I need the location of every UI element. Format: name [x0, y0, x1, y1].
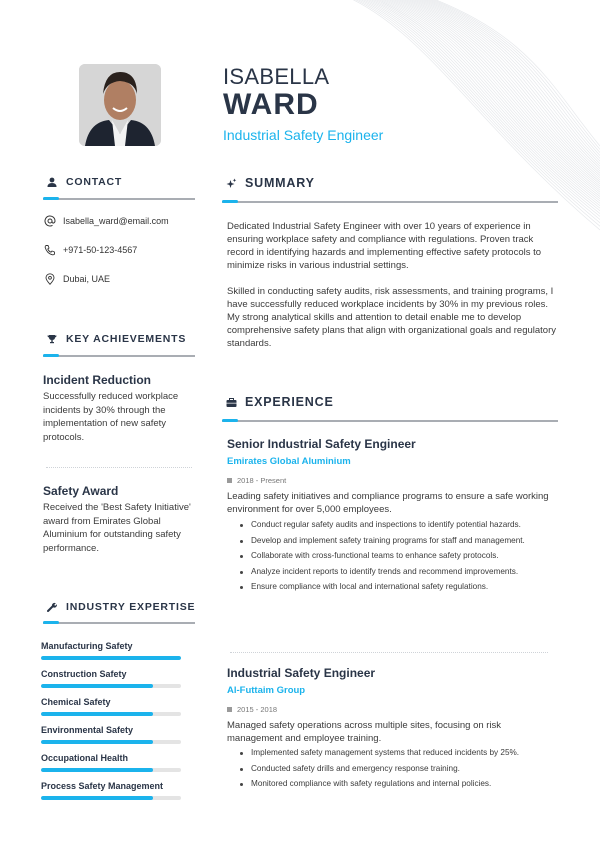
last-name: WARD [223, 88, 319, 121]
job-role: Industrial Safety Engineer [227, 666, 376, 680]
achievements-divider [43, 355, 195, 357]
job-description: Managed safety operations across multiple sites, focusing on risk management and employee training. [227, 720, 502, 744]
sparkle-icon [225, 177, 237, 189]
job-description: Leading safety initiatives and compliance programs to ensure a safe working environment for over 5,000 employees. [227, 491, 549, 515]
job-title: Industrial Safety Engineer [223, 127, 384, 143]
skill-progress-fill [41, 656, 181, 660]
skill-label: Environmental Safety [41, 725, 134, 735]
job-bullet: Conduct regular safety audits and inspections to identify potential hazards. [251, 520, 551, 531]
skill-label: Process Safety Management [41, 781, 164, 791]
summary-paragraph: Skilled in conducting safety audits, risk assessments, and training programs, I have successfully reduced workplace incidents by 30% in my previous roles. My strong analytical skills and attention to detail enable me to develop comprehensive safety plans that align with organizational goals and regulatory standards. [227, 286, 557, 349]
skill-progress-bar [41, 712, 181, 716]
summary-heading: SUMMARY [225, 176, 315, 190]
job-bullet: Analyze incident reports to identify trends and recommend improvements. [251, 567, 551, 578]
wrench-icon [46, 601, 58, 613]
location-pin-icon [44, 273, 56, 285]
contact-heading: CONTACT [46, 176, 122, 188]
job-bullets [251, 748, 551, 795]
skill-label: Chemical Safety [41, 697, 111, 707]
skill-label: Manufacturing Safety [41, 641, 133, 651]
expertise-heading: INDUSTRY EXPERTISE [46, 601, 195, 613]
skill-progress-bar [41, 740, 181, 744]
calendar-icon [227, 478, 232, 483]
job-company: Al-Futtaim Group [227, 685, 306, 696]
skill-progress-bar [41, 796, 181, 800]
skill-progress-bar [41, 768, 181, 772]
skill-label: Construction Safety [41, 669, 127, 679]
job-bullet: Collaborate with cross-functional teams to enhance safety protocols. [251, 551, 551, 562]
trophy-icon [46, 333, 58, 345]
contact-phone[interactable]: +971-50-123-4567 [44, 244, 137, 256]
profile-photo [79, 64, 161, 146]
achievement-separator [46, 467, 192, 468]
job-bullets [251, 520, 551, 598]
briefcase-icon [225, 396, 237, 408]
achievement-description: Successfully reduced workplace incidents by 30% through the implementation of new safety protocols. [43, 391, 179, 443]
job-dates: 2018 - Present [227, 476, 286, 485]
job-company: Emirates Global Aluminium [227, 456, 351, 467]
job-bullet: Monitored compliance with safety regulations and internal policies. [251, 779, 551, 790]
job-role: Senior Industrial Safety Engineer [227, 437, 416, 451]
job-bullet: Implemented safety management systems that reduced incidents by 25%. [251, 748, 551, 759]
experience-divider [222, 420, 558, 422]
job-bullet: Ensure compliance with local and international safety regulations. [251, 582, 551, 593]
contact-location: Dubai, UAE [44, 273, 110, 285]
contact-divider [43, 198, 195, 200]
experience-heading: EXPERIENCE [225, 395, 334, 409]
skill-progress-fill [41, 684, 153, 688]
job-bullet: Conducted safety drills and emergency response training. [251, 764, 551, 775]
achievement-title: Incident Reduction [43, 373, 151, 387]
job-bullet: Develop and implement safety training programs for staff and management. [251, 536, 551, 547]
calendar-icon [227, 707, 232, 712]
at-icon [44, 215, 56, 227]
skill-progress-fill [41, 712, 153, 716]
contact-email[interactable]: Isabella_ward@email.com [44, 215, 169, 227]
skill-label: Occupational Health [41, 753, 129, 763]
summary-paragraph: Dedicated Industrial Safety Engineer with over 10 years of experience in ensuring workplace safety and compliance with regulations. Proven track record in identifying hazards and implementing effective safety protocols to minimize risks in various industrial settings. [227, 221, 542, 271]
skill-progress-fill [41, 768, 153, 772]
achievement-description: Received the 'Best Safety Initiative' award from Emirates Global Aluminium for outstanding safety performance. [43, 502, 191, 554]
skill-progress-fill [41, 796, 153, 800]
job-dates: 2015 - 2018 [227, 705, 277, 714]
first-name: ISABELLA [223, 64, 330, 89]
summary-divider [222, 201, 558, 203]
skill-progress-bar [41, 656, 181, 660]
expertise-divider [43, 622, 195, 624]
skill-progress-fill [41, 740, 153, 744]
phone-icon [44, 244, 56, 256]
achievements-heading: KEY ACHIEVEMENTS [46, 333, 186, 345]
achievement-title: Safety Award [43, 484, 119, 498]
skill-progress-bar [41, 684, 181, 688]
user-icon [46, 176, 58, 188]
job-separator [230, 652, 548, 653]
